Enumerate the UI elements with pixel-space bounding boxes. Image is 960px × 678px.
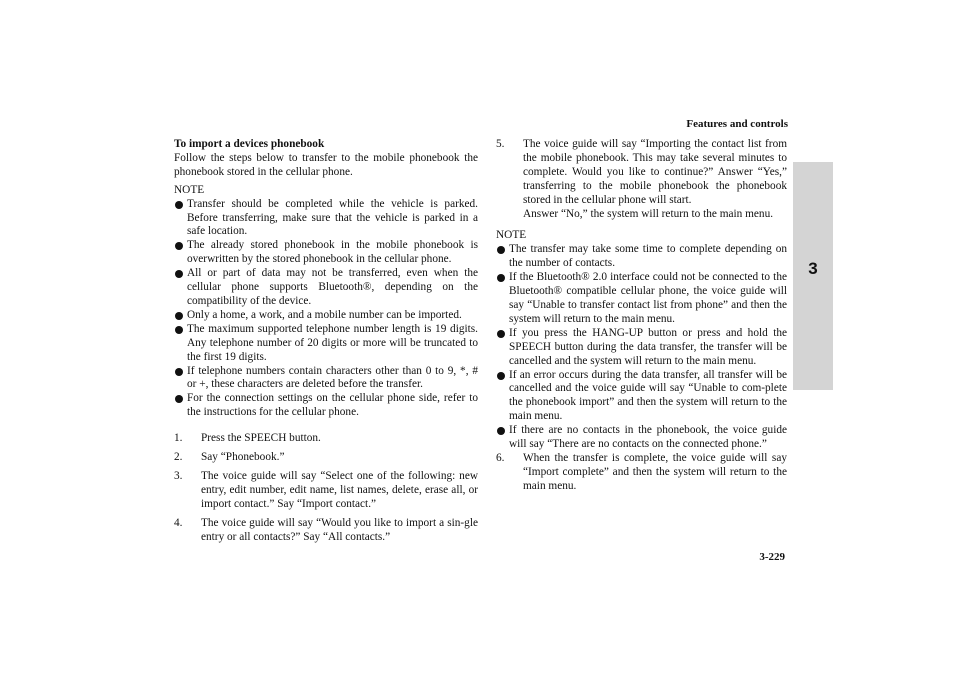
step-number: 3. xyxy=(174,469,183,482)
bullet-icon xyxy=(497,330,505,338)
note-item: The transfer may take some time to complete depending on the number of contacts. xyxy=(496,243,787,271)
step-number: 5. xyxy=(496,138,505,150)
note-item: The maximum supported telephone number length is 19 digits. Any telephone number of 20 digits or more will be truncated to the first 19 digits. xyxy=(174,323,478,365)
note-item: For the connection settings on the cellular phone side, refer to the instructions for the cellular phone. xyxy=(174,392,478,420)
step-answer-no: Answer “No,” the system will return to the main menu. xyxy=(523,207,774,220)
step-list xyxy=(496,452,787,494)
bullet-icon xyxy=(175,201,183,209)
step-text: The voice guide will say “Select one of the following: new entry, edit number, edit name, list names, delete, erase all, or import contact.” Say “Import contact.” xyxy=(201,469,478,510)
step-text: The voice guide will say “Would you like to import a sin-gle entry or all contacts?” Say “All contacts.” xyxy=(201,516,478,543)
bullet-icon xyxy=(175,395,183,403)
note-item: The already stored phonebook in the mobile phonebook is overwritten by the stored phonebook in the cellular phone. xyxy=(174,239,478,267)
step-number: 6. xyxy=(496,451,505,464)
step-text: The voice guide will say “Importing the contact list from the mobile phonebook. This may take several minutes to complete. Would you like to continue?” Answer “Yes,” transferring to the mobile phonebook the phonebook stored in the cellular phone will start. xyxy=(523,138,787,206)
chapter-tab xyxy=(793,162,833,390)
bullet-icon xyxy=(497,246,505,254)
step-text: Say “Phonebook.” xyxy=(201,451,285,464)
step-item xyxy=(174,432,478,446)
step-list xyxy=(174,432,478,544)
step-number: 1. xyxy=(174,432,183,445)
note-list xyxy=(496,243,787,452)
section-heading: To import a devices phonebook xyxy=(174,138,325,150)
note-item: If you press the HANG-UP button or press and hold the SPEECH button during the data transfer, the transfer will be cancelled and the system will return to the main menu. xyxy=(496,327,787,369)
step-text: When the transfer is complete, the voice guide will say “Import complete” and then the system will return to the main menu. xyxy=(523,451,787,492)
step-number: 4. xyxy=(174,516,183,529)
note-list xyxy=(174,198,478,421)
step-list xyxy=(496,138,787,221)
step-item xyxy=(496,138,787,221)
step-item xyxy=(496,452,787,494)
chapter-number: 3 xyxy=(808,259,818,278)
page-number: 3-229 xyxy=(759,551,785,563)
note-item: All or part of data may not be transferred, even when the cellular phone supports Bluetooth®, depending on the compatibility of the device. xyxy=(174,267,478,309)
right-column xyxy=(496,138,787,499)
bullet-icon xyxy=(175,326,183,334)
bullet-icon xyxy=(175,242,183,250)
intro-paragraph: Follow the steps below to transfer to the mobile phonebook the phonebook stored in the cellular phone. xyxy=(174,151,478,178)
note-label: NOTE xyxy=(496,229,527,242)
bullet-icon xyxy=(175,368,183,376)
page-header-title: Features and controls xyxy=(686,118,788,130)
note-item: If an error occurs during the data transfer, all transfer will be cancelled and the voice guide will say “Unable to com-plete the phonebook import” and then the system will return to the main menu. xyxy=(496,369,787,425)
step-number: 2. xyxy=(174,451,183,464)
note-item: If telephone numbers contain characters other than 0 to 9, *, # or +, these characters are deleted before the transfer. xyxy=(174,365,478,393)
step-item xyxy=(174,451,478,465)
bullet-icon xyxy=(175,270,183,278)
left-column xyxy=(174,138,478,549)
step-text: Press the SPEECH button. xyxy=(201,432,321,445)
note-item: If there are no contacts in the phonebook, the voice guide will say “There are no contacts on the connected phone.” xyxy=(496,424,787,452)
note-item: Transfer should be completed while the vehicle is parked. Before transferring, make sure that the vehicle is parked in a safe location. xyxy=(174,198,478,240)
bullet-icon xyxy=(175,312,183,320)
bullet-icon xyxy=(497,372,505,380)
note-item: If the Bluetooth® 2.0 interface could not be connected to the Bluetooth® compatible cellular phone, the voice guide will say “Unable to transfer contact list from phone” and then the system will return to the main menu. xyxy=(496,271,787,327)
note-label: NOTE xyxy=(174,183,205,196)
bullet-icon xyxy=(497,274,505,282)
note-item: Only a home, a work, and a mobile number can be imported. xyxy=(174,309,478,323)
step-item xyxy=(174,517,478,545)
bullet-icon xyxy=(497,427,505,435)
step-item xyxy=(174,470,478,512)
